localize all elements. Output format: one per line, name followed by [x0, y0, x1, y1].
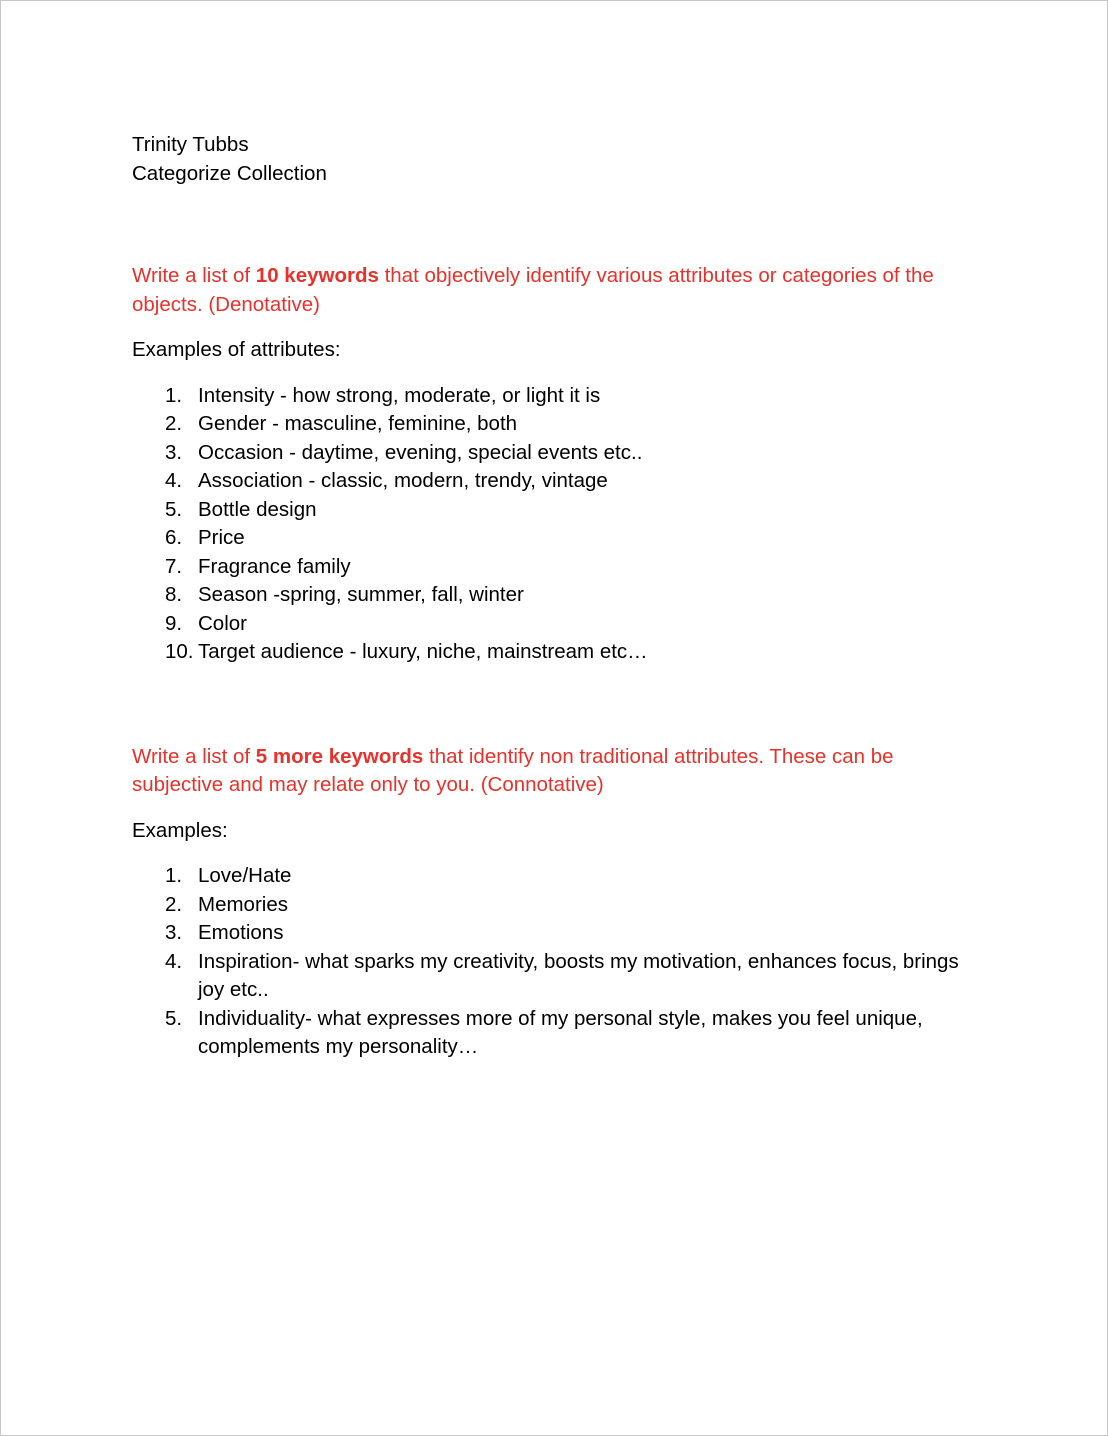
- list-item-number: 10.: [165, 640, 194, 663]
- list-item: [132, 1005, 972, 1062]
- list-item: [132, 862, 972, 891]
- section1-prompt: [132, 262, 972, 319]
- list-item-text: Occasion - daytime, evening, special events etc..: [198, 440, 643, 464]
- section2-list: [132, 862, 972, 1062]
- list-item: [132, 919, 972, 948]
- section2-prompt-bold: 5 more keywords: [255, 744, 424, 768]
- list-item-number: 4.: [165, 949, 183, 973]
- list-item: [132, 891, 972, 920]
- list-item-number: 9.: [165, 611, 183, 635]
- list-item-number: 3.: [165, 921, 183, 944]
- list-item-number: 2.: [165, 892, 183, 916]
- list-item-number: 5.: [165, 497, 183, 521]
- list-item-number: 4.: [165, 469, 183, 492]
- document-content: [132, 131, 972, 1062]
- list-item: [132, 410, 972, 439]
- section2-prompt: [132, 743, 972, 800]
- list-item-number: 1.: [165, 383, 183, 407]
- list-item-text: Intensity - how strong, moderate, or light it is: [198, 383, 601, 407]
- list-item-text: Inspiration- what sparks my creativity, boosts my motivation, enhances focus, brings joy etc..: [198, 949, 959, 1001]
- section2-prompt-prefix: Write a list of: [132, 744, 256, 768]
- list-item: [132, 382, 972, 411]
- list-item-number: 1.: [165, 864, 183, 887]
- list-item: [132, 439, 972, 468]
- list-item: [132, 948, 972, 1005]
- list-item-number: 7.: [165, 554, 183, 578]
- section1-list: [132, 382, 972, 667]
- list-item-text: Emotions: [198, 921, 284, 944]
- list-item-text: Price: [198, 526, 245, 549]
- author-name: Trinity Tubbs: [132, 133, 249, 156]
- list-item-number: 2.: [165, 412, 183, 435]
- list-item: [132, 638, 972, 667]
- list-item: [132, 524, 972, 553]
- list-item: [132, 496, 972, 525]
- list-item-text: Season -spring, summer, fall, winter: [198, 583, 524, 606]
- list-item: [132, 553, 972, 582]
- list-item: [132, 581, 972, 610]
- list-item-number: 5.: [165, 1006, 183, 1030]
- list-item-text: Association - classic, modern, trendy, vintage: [198, 469, 608, 492]
- section2-prompt-suffix: that identify non traditional attributes. These can be subjective and may relate only to you. (Connotative): [132, 744, 894, 796]
- list-item-text: Color: [198, 611, 247, 635]
- list-item-text: Target audience - luxury, niche, mainstream etc…: [198, 640, 648, 663]
- section1-prompt-suffix: that objectively identify various attributes or categories of the objects. (Denotative): [132, 264, 934, 316]
- section1-examples-label: Examples of attributes:: [132, 338, 341, 361]
- list-item-text: Fragrance family: [198, 554, 351, 578]
- list-item-text: Love/Hate: [198, 864, 292, 887]
- section2-examples-label: Examples:: [132, 818, 228, 842]
- section1-prompt-prefix: Write a list of: [132, 264, 256, 287]
- list-item-number: 6.: [165, 526, 183, 549]
- list-item-number: 8.: [165, 583, 183, 606]
- list-item-text: Memories: [198, 892, 288, 916]
- list-item-number: 3.: [165, 440, 183, 464]
- list-item: [132, 467, 972, 496]
- section1-prompt-bold: 10 keywords: [255, 264, 379, 287]
- document-subtitle: Categorize Collection: [132, 161, 327, 185]
- list-item-text: Individuality- what expresses more of my personal style, makes you feel unique, complements my personality…: [198, 1006, 923, 1058]
- list-item-text: Bottle design: [198, 497, 317, 521]
- list-item-text: Gender - masculine, feminine, both: [198, 412, 518, 435]
- list-item: [132, 610, 972, 639]
